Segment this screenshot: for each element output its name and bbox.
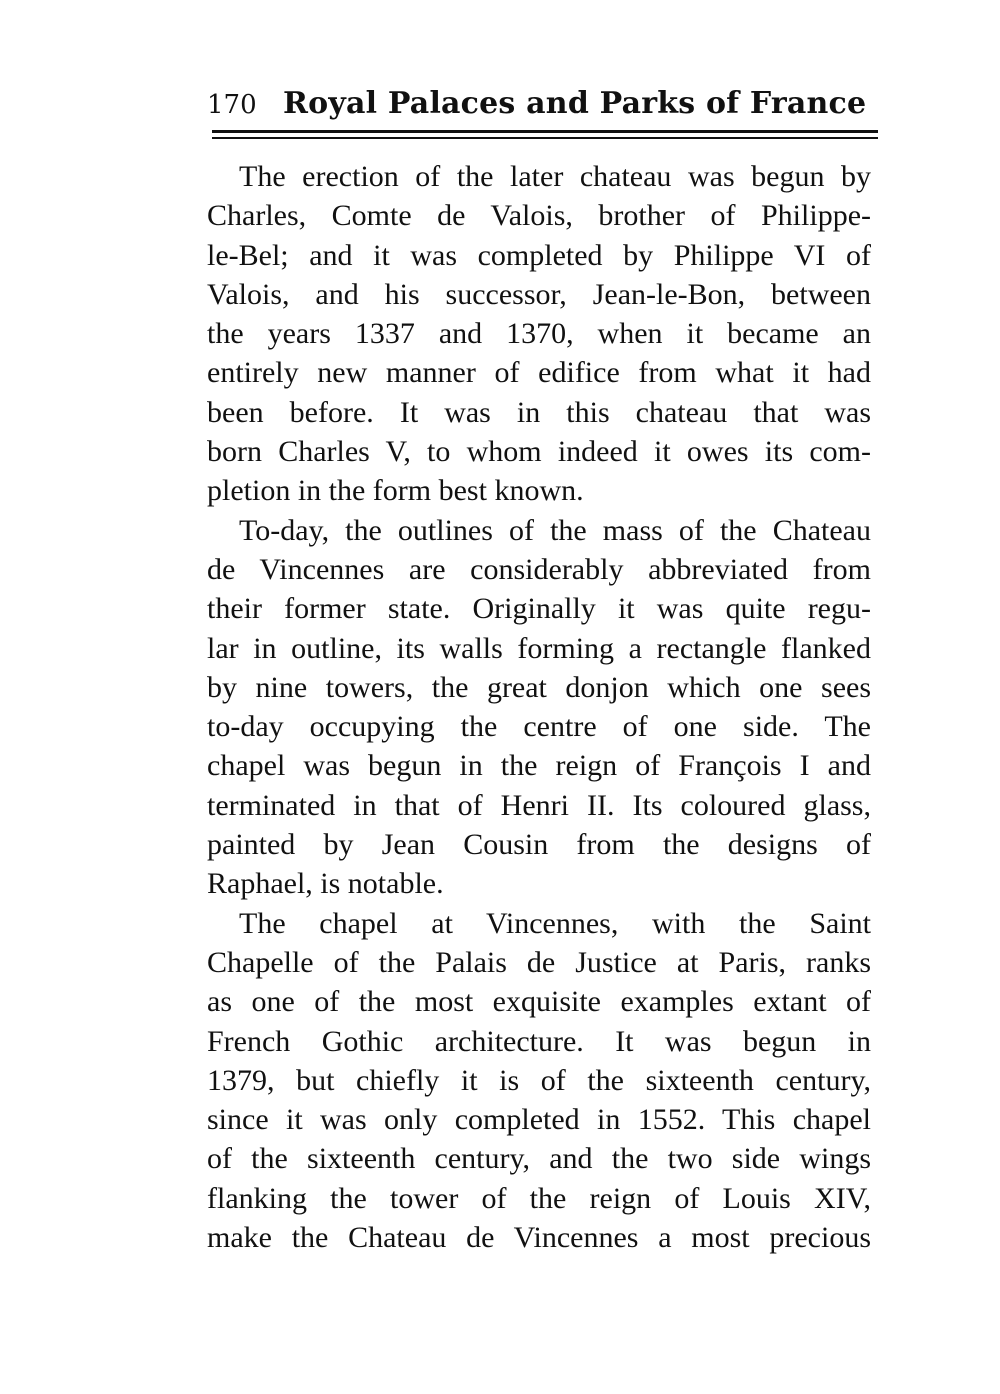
text-line: flanking the tower of the reign of Louis XIV,: [207, 1181, 871, 1215]
text-line: since it was only completed in 1552. This chapel: [207, 1103, 871, 1137]
text-line: entirely new manner of edifice from what it had: [207, 356, 871, 390]
paragraph-1: [207, 157, 871, 511]
running-title: Royal Palaces and Parks of France: [283, 86, 867, 121]
text-line: make the Chateau de Vincennes a most precious: [207, 1221, 871, 1255]
text-line: The erection of the later chateau was begun by: [239, 160, 871, 193]
text-line: to-day occupying the centre of one side. The: [207, 710, 871, 744]
text-line: pletion in the form best known.: [207, 474, 584, 508]
running-header: [207, 86, 879, 130]
text-line: The chapel at Vincennes, with the Saint: [239, 906, 871, 940]
text-line: by nine towers, the great donjon which one sees: [207, 670, 871, 704]
text-line: born Charles V, to whom indeed it owes its com-: [207, 435, 871, 469]
header-rule-thin: [212, 137, 878, 139]
page-number: 170: [207, 90, 257, 120]
paragraph-2: [207, 511, 871, 904]
text-line: been before. It was in this chateau that was: [207, 395, 871, 429]
text-line: Chapelle of the Palais de Justice at Paris, ranks: [207, 945, 871, 979]
text-line: of the sixteenth century, and the two side wings: [207, 1142, 871, 1176]
text-line: Valois, and his successor, Jean-le-Bon, between: [207, 277, 871, 311]
text-line: terminated in that of Henri II. Its coloured glass,: [207, 788, 871, 822]
text-line: 1379, but chiefly it is of the sixteenth century,: [207, 1063, 871, 1097]
text-line: Charles, Comte de Valois, brother of Philippe-: [207, 199, 871, 233]
text-line: as one of the most exquisite examples extant of: [207, 985, 871, 1019]
text-line: To-day, the outlines of the mass of the Chateau: [239, 513, 871, 547]
header-rule-thick: [212, 130, 878, 133]
text-line: le-Bel; and it was completed by Philippe VI of: [207, 238, 871, 272]
text-line: chapel was begun in the reign of François I and: [207, 749, 871, 783]
text-line: Raphael, is notable.: [207, 867, 444, 901]
body-text: [207, 157, 871, 1257]
text-line: their former state. Originally it was quite regu-: [207, 592, 871, 626]
paragraph-3: [207, 904, 871, 1258]
text-line: painted by Jean Cousin from the designs of: [207, 828, 871, 862]
text-line: de Vincennes are considerably abbreviated from: [207, 552, 871, 586]
text-line: French Gothic architecture. It was begun in: [207, 1024, 871, 1058]
text-line: the years 1337 and 1370, when it became an: [207, 317, 871, 351]
text-line: lar in outline, its walls forming a rectangle flanked: [207, 631, 871, 665]
